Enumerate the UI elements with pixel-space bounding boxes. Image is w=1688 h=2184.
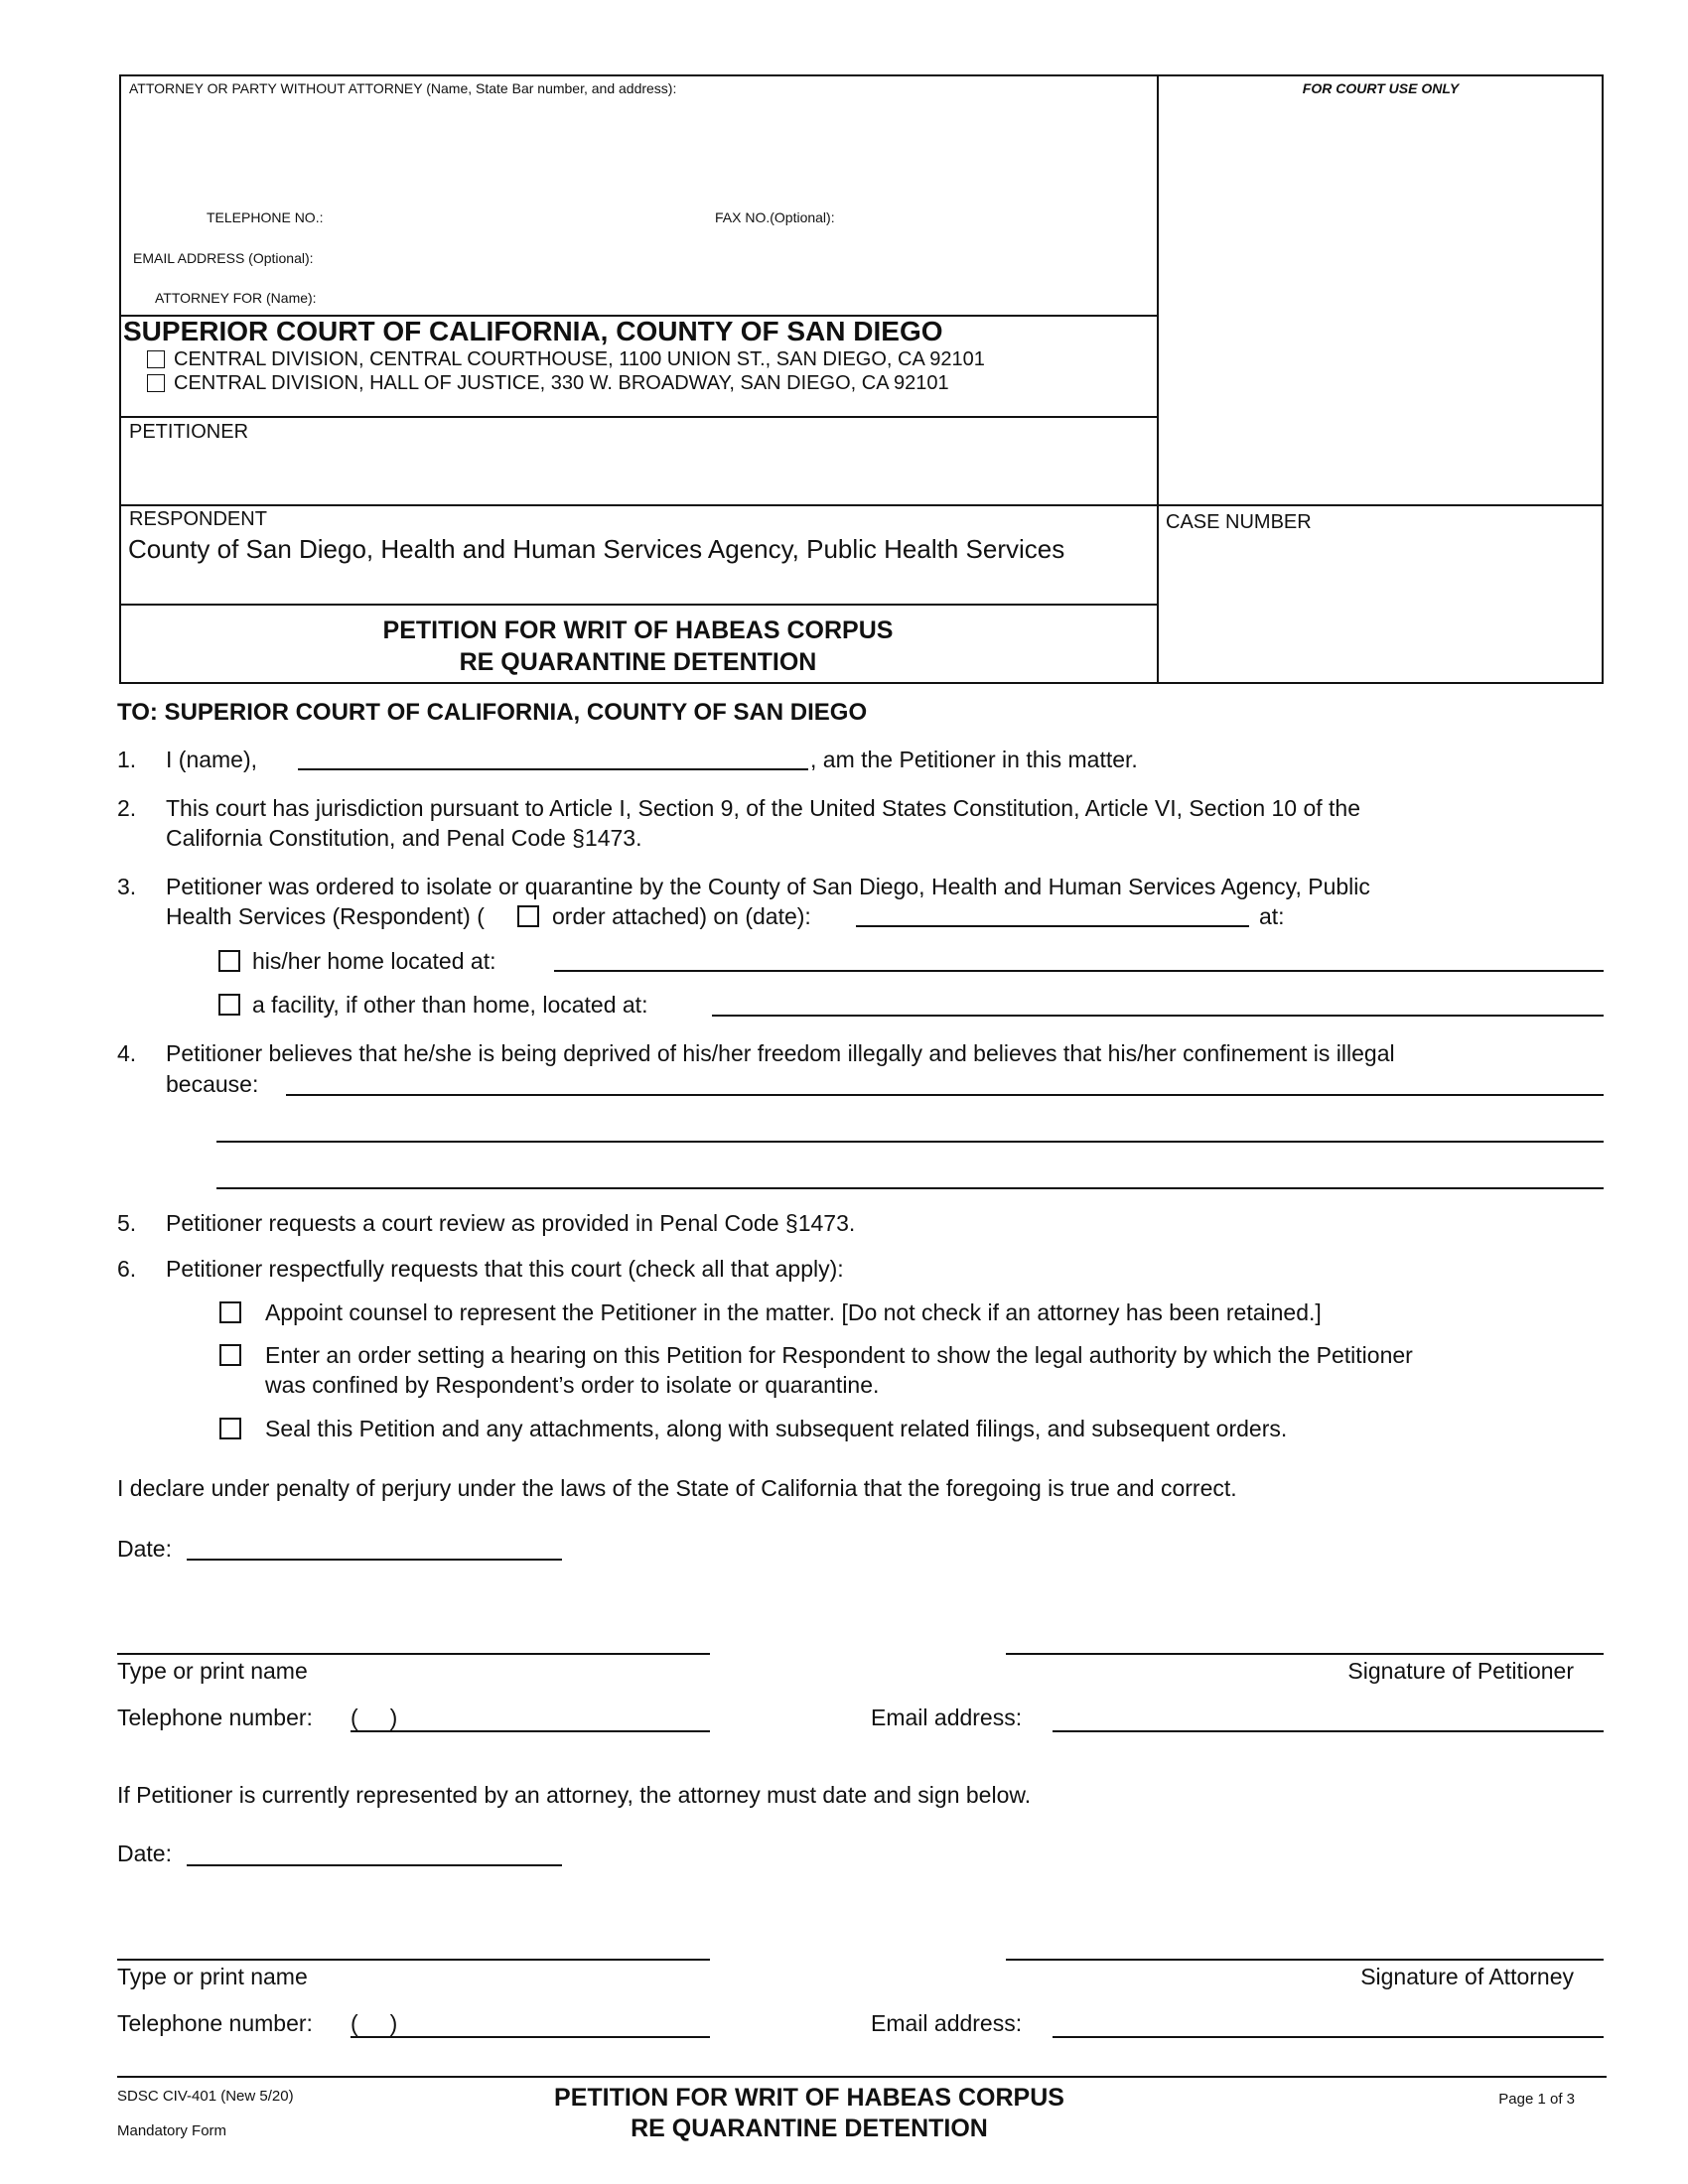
declaration: I declare under penalty of perjury under the laws of the State of California that the foregoing is true and correct. [117,1475,1237,1501]
item-3-line1: Petitioner was ordered to isolate or quarantine by the County of San Diego, Health and Human Services Agency, Public [166,874,1370,899]
attorney-signature-field[interactable] [1006,1959,1604,1961]
item-2-line2: California Constitution, and Penal Code §1473. [166,825,642,851]
home-label: his/her home located at: [252,948,496,974]
order-hearing-checkbox[interactable] [219,1344,241,1366]
item-2-line1: This court has jurisdiction pursuant to Article I, Section 9, of the United States Constitution, Article VI, Section 10 of the [166,795,1361,821]
item-2-number: 2. [117,795,137,821]
attorney-info-field[interactable] [124,99,1147,208]
attorney-name-field[interactable] [117,1959,710,1961]
home-checkbox[interactable] [218,950,240,972]
form-title-line1: PETITION FOR WRIT OF HABEAS CORPUS [382,616,894,644]
respondent-label: RESPONDENT [129,508,267,530]
facility-address-field[interactable] [712,1015,1604,1017]
case-number-label: CASE NUMBER [1166,511,1312,533]
facility-checkbox[interactable] [218,994,240,1016]
item-6-text: Petitioner respectfully requests that this court (check all that apply): [166,1256,844,1282]
division-1-label: CENTRAL DIVISION, CENTRAL COURTHOUSE, 1100 UNION ST., SAN DIEGO, CA 92101 [174,348,985,370]
attorney-note: If Petitioner is currently represented by an attorney, the attorney must date and sign below. [117,1782,1032,1808]
caption-line [119,604,1157,606]
facility-label: a facility, if other than home, located at: [252,992,648,1018]
petitioner-phone-label: Telephone number: [117,1705,313,1730]
item-3-line2-mid: order attached) on (date): [552,903,811,929]
attorney-phone-field[interactable] [351,2036,710,2038]
reason-field-1[interactable] [286,1094,1604,1096]
item-3-line2-pre: Health Services (Respondent) ( [166,903,485,929]
item-5-number: 5. [117,1210,137,1236]
division-2-checkbox[interactable] [147,374,165,392]
footer-rule [117,2076,1607,2078]
item-4-line2: because: [166,1071,259,1097]
page-number: Page 1 of 3 [1498,2091,1575,2108]
petitioner-date-label: Date: [117,1536,172,1562]
item-4-number: 4. [117,1040,137,1066]
footer-title-line2: RE QUARANTINE DETENTION [631,2115,988,2142]
item-4-line1: Petitioner believes that he/she is being deprived of his/her freedom illegally and believes that his/her confinement is illegal [166,1040,1395,1066]
attorney-label: ATTORNEY OR PARTY WITHOUT ATTORNEY (Name, State Bar number, and address): [129,80,677,96]
attorney-name-label: Type or print name [117,1964,308,1989]
petitioner-date-field[interactable] [187,1559,562,1561]
petitioner-name-label: Type or print name [117,1658,308,1684]
respondent-value: County of San Diego, Health and Human Services Agency, Public Health Services [128,534,1065,564]
petitioner-label: PETITIONER [129,421,249,443]
item-5-text: Petitioner requests a court review as provided in Penal Code §1473. [166,1210,856,1236]
petitioner-email-label: Email address: [871,1705,1023,1730]
seal-petition-checkbox[interactable] [219,1418,241,1439]
court-use-label: FOR COURT USE ONLY [1302,80,1460,96]
to-line: TO: SUPERIOR COURT OF CALIFORNIA, COUNTY OF SAN DIEGO [117,699,868,726]
attorney-phone-paren: ( ) [351,2010,398,2036]
item-3-number: 3. [117,874,137,899]
email-label: EMAIL ADDRESS (Optional): [133,250,314,266]
division-2-label: CENTRAL DIVISION, HALL OF JUSTICE, 330 W. BROADWAY, SAN DIEGO, CA 92101 [174,372,949,394]
order-attached-checkbox[interactable] [517,905,539,927]
petitioner-signature-label: Signature of Petitioner [1347,1658,1574,1684]
petitioner-field[interactable] [124,447,1147,501]
item-6-option-3: Seal this Petition and any attachments, along with subsequent related filings, and subsequent orders. [265,1416,1288,1441]
caption-line [119,504,1604,506]
attorney-phone-label: Telephone number: [117,2010,313,2036]
item-3-line2-post: at: [1259,903,1285,929]
form-title-line2: RE QUARANTINE DETENTION [459,648,817,676]
item-1-pre: I (name), [166,747,258,772]
petitioner-phone-paren: ( ) [351,1705,398,1730]
petitioner-name-field[interactable] [117,1653,710,1655]
telephone-label: TELEPHONE NO.: [207,209,324,225]
case-number-field[interactable] [1162,541,1599,680]
petitioner-email-field[interactable] [1053,1730,1604,1732]
item-6-number: 6. [117,1256,137,1282]
home-address-field[interactable] [554,970,1604,972]
item-1-number: 1. [117,747,137,772]
attorney-email-label: Email address: [871,2010,1023,2036]
caption-divider [1157,74,1159,684]
footer-title-line1: PETITION FOR WRIT OF HABEAS CORPUS [554,2084,1064,2112]
attorney-email-field[interactable] [1053,2036,1604,2038]
petitioner-signature-field[interactable] [1006,1653,1604,1655]
caption-line [119,416,1157,418]
reason-field-2[interactable] [216,1141,1604,1143]
division-1-checkbox[interactable] [147,350,165,368]
mandatory-form: Mandatory Form [117,2122,227,2139]
appoint-counsel-checkbox[interactable] [219,1301,241,1323]
item-1-post: , am the Petitioner in this matter. [810,747,1138,772]
item-6-option-2-line1: Enter an order setting a hearing on this Petition for Respondent to show the legal authority by which the Petitioner [265,1342,1413,1368]
attorney-date-field[interactable] [187,1864,562,1866]
order-date-field[interactable] [856,925,1249,927]
fax-label: FAX NO.(Optional): [715,209,835,225]
attorney-date-label: Date: [117,1841,172,1866]
form-id: SDSC CIV-401 (New 5/20) [117,2088,294,2105]
reason-field-3[interactable] [216,1187,1604,1189]
item-6-option-2-line2: was confined by Respondent’s order to isolate or quarantine. [265,1372,880,1398]
petitioner-phone-field[interactable] [351,1730,710,1732]
name-field[interactable] [298,768,808,770]
court-name: SUPERIOR COURT OF CALIFORNIA, COUNTY OF SAN DIEGO [123,316,943,346]
attorney-for-label: ATTORNEY FOR (Name): [155,290,317,306]
item-6-option-1: Appoint counsel to represent the Petitioner in the matter. [Do not check if an attorney has been retained.] [265,1299,1322,1325]
attorney-signature-label: Signature of Attorney [1360,1964,1574,1989]
